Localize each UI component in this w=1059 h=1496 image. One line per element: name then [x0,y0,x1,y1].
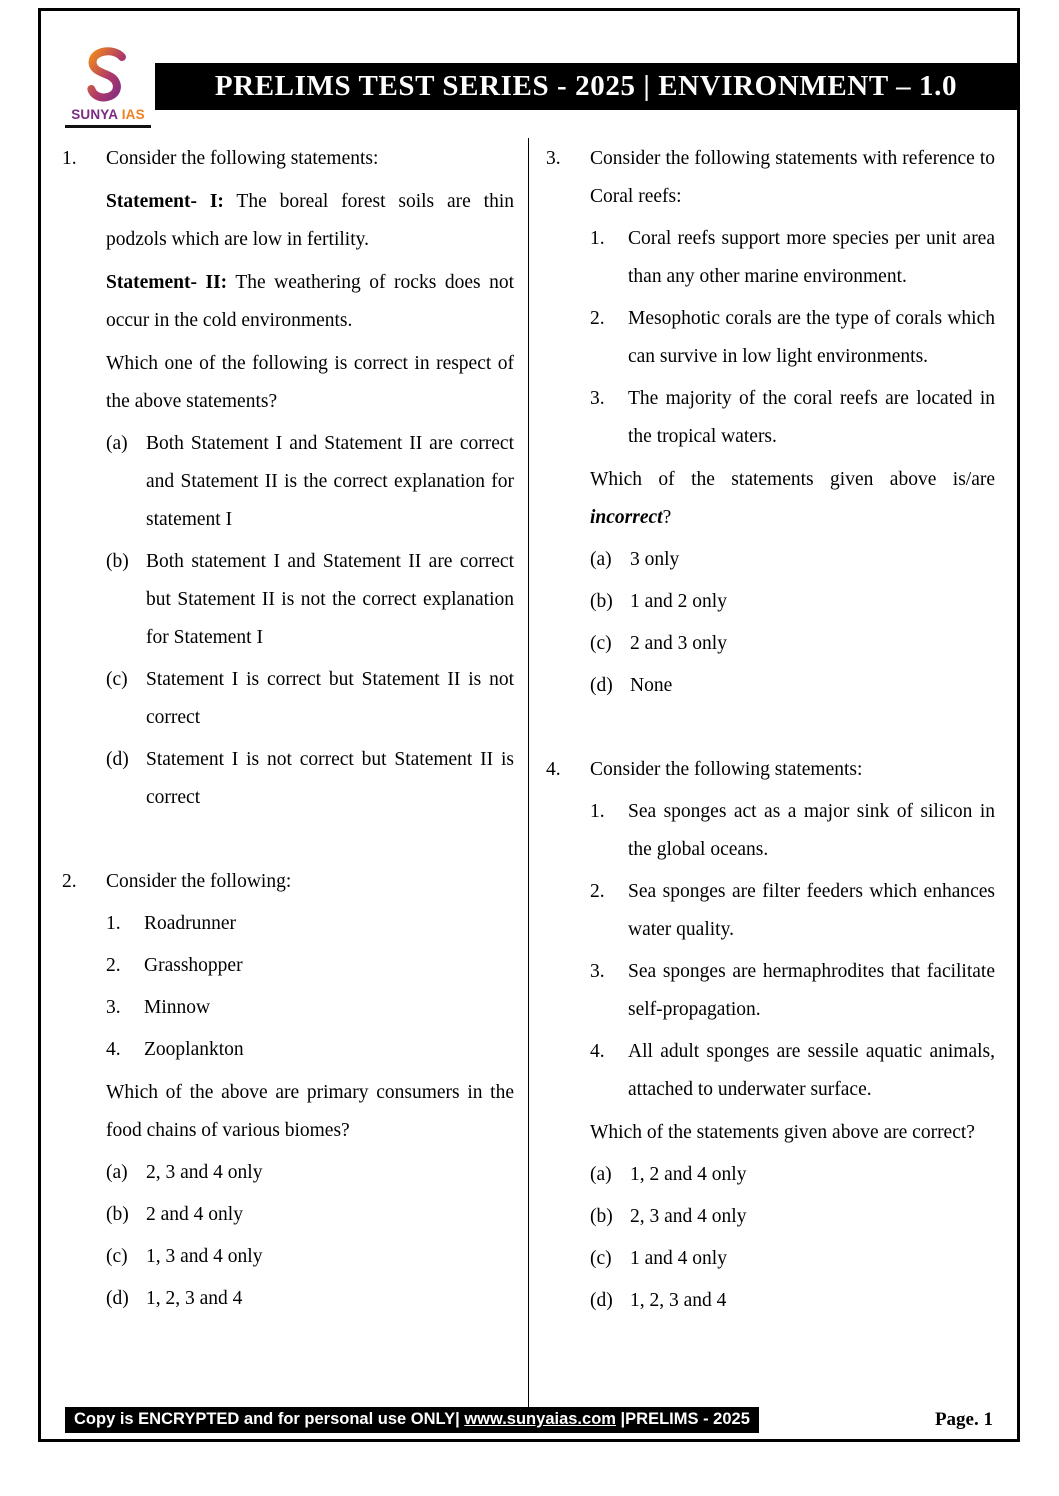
list-item-1 [106,905,514,943]
option-text: 1, 3 and 4 only [146,1246,263,1267]
option-label: (c) [590,633,612,654]
option-label: (c) [106,669,128,690]
option-text: Statement I is correct but Statement II is not correct [146,669,514,728]
item-text: Grasshopper [144,955,243,976]
list-item-2 [106,947,514,985]
item-text: Sea sponges act as a major sink of silicon in the global oceans. [628,801,995,860]
list-item-3 [106,989,514,1027]
option-label: (a) [590,549,612,570]
option-text: 2, 3 and 4 only [146,1162,263,1183]
question-intro: Consider the following statements: [106,148,379,169]
option-label: (d) [106,749,129,770]
question-number: 1. [62,148,77,169]
logo-brand-primary: SUNYA [71,107,118,122]
item-text: The majority of the coral reefs are located in the tropical waters. [628,388,995,447]
copyright-notice: Copy is ENCRYPTED and for personal use ONLY| [74,1410,460,1428]
item-text: Minnow [144,997,211,1018]
question-stem: Which of the above are primary consumers in the food chains of various biomes? [106,1082,514,1141]
statement-label: Statement- II: [106,272,228,293]
list-item-2 [590,873,995,949]
item-text: Sea sponges are hermaphrodites that facilitate self-propagation. [628,961,995,1020]
sunya-swirl-s-icon [78,45,138,105]
statement-paragraph-2 [106,264,514,340]
list-item-2 [590,300,995,376]
question-columns [41,138,1017,1407]
question-intro-line [62,863,514,901]
list-item-4 [590,1033,995,1109]
question-number: 3. [546,148,561,169]
option-text: Statement I is not correct but Statement II is correct [146,749,514,808]
list-item-3 [590,380,995,456]
option-label: (d) [590,675,613,696]
option-text: 1, 2 and 4 only [630,1164,747,1185]
item-text: Zooplankton [144,1039,244,1060]
statement-paragraph-1 [106,183,514,259]
item-text: Mesophotic corals are the type of corals which can survive in low light environments. [628,308,995,367]
option-text: Both statement I and Statement II are correct but Statement II is not the correct explanation for Statement I [146,551,514,648]
list-item-1 [590,220,995,296]
option-text: 1, 2, 3 and 4 [630,1290,727,1311]
option-text: Both Statement I and Statement II are correct and Statement II is the correct explanation for statement I [146,433,514,530]
option-text: 2 and 4 only [146,1204,243,1225]
question-intro-line [546,140,995,216]
question-stem [590,461,995,537]
statement-text: The boreal forest soils are thin podzols which are low in fertility. [106,191,514,250]
copyright-suffix: |PRELIMS - 2025 [620,1410,750,1428]
option-label: (a) [590,1164,612,1185]
option-row-b [106,1196,514,1234]
item-number: 1. [590,228,605,249]
stem-emphasis: incorrect [590,507,663,528]
option-label: (c) [106,1246,128,1267]
logo-brand-text [71,107,145,122]
option-label: (a) [106,433,128,454]
option-row-c [590,1240,995,1278]
question-intro: Consider the following: [106,871,292,892]
question-intro-line [62,140,514,178]
website-link[interactable]: www.sunyaias.com [464,1410,616,1428]
option-label: (b) [106,551,129,572]
item-number: 2. [590,881,605,902]
item-number: 4. [590,1041,605,1062]
question-intro-line [546,751,995,789]
question-stem: Which of the statements given above are correct? [590,1122,975,1143]
option-row-b [590,583,995,621]
option-row-d [106,1280,514,1318]
page-border-frame [38,8,1020,1442]
question-3 [546,140,995,705]
option-label: (c) [590,1248,612,1269]
sunya-ias-logo [65,45,151,128]
item-number: 2. [106,955,121,976]
option-row-c [106,661,514,737]
question-1 [62,140,514,817]
option-label: (b) [590,1206,613,1227]
option-text: 3 only [630,549,680,570]
option-row-d [590,667,995,705]
question-stem: Which one of the following is correct in respect of the above statements? [106,353,514,412]
page-number: Page. 1 [934,1409,993,1430]
footer [41,1407,1017,1433]
option-row-d [590,1282,995,1320]
option-row-b [106,543,514,657]
option-row-b [590,1198,995,1236]
item-text: Sea sponges are filter feeders which enhances water quality. [628,881,995,940]
question-4 [546,751,995,1320]
item-number: 1. [590,801,605,822]
list-item-4 [106,1031,514,1069]
question-2 [62,863,514,1318]
statement-label: Statement- I: [106,191,224,212]
right-column [528,138,1017,1407]
list-item-3 [590,953,995,1029]
option-row-a [590,541,995,579]
item-number: 1. [106,913,121,934]
option-row-a [106,425,514,539]
item-number: 3. [106,997,121,1018]
page-title-banner: PRELIMS TEST SERIES - 2025 | ENVIRONMENT – 1.0 [155,63,1017,110]
list-item-1 [590,793,995,869]
stem-suffix: ? [662,507,672,528]
option-label: (d) [106,1288,129,1309]
option-label: (b) [106,1204,129,1225]
option-row-a [106,1154,514,1192]
header [41,45,1017,128]
option-row-c [106,1238,514,1276]
copyright-bar [65,1407,759,1433]
item-number: 3. [590,388,605,409]
question-intro: Consider the following statements with reference to Coral reefs: [590,148,995,207]
option-text: 1 and 4 only [630,1248,727,1269]
statement-text: The weathering of rocks does not occur in the cold environments. [106,272,514,331]
question-intro: Consider the following statements: [590,759,863,780]
option-text: 2, 3 and 4 only [630,1206,747,1227]
option-row-d [106,741,514,817]
item-text: All adult sponges are sessile aquatic animals, attached to underwater surface. [628,1041,995,1100]
item-number: 4. [106,1039,121,1060]
option-row-c [590,625,995,663]
question-number: 4. [546,759,561,780]
question-number: 2. [62,871,77,892]
option-text: 2 and 3 only [630,633,727,654]
left-column [41,138,528,1407]
item-number: 2. [590,308,605,329]
option-row-a [590,1156,995,1194]
option-label: (d) [590,1290,613,1311]
item-number: 3. [590,961,605,982]
option-text: None [630,675,673,696]
logo-brand-secondary: IAS [121,107,145,122]
stem-prefix: Which of the statements given above is/are [590,469,995,490]
option-text: 1 and 2 only [630,591,727,612]
option-label: (a) [106,1162,128,1183]
option-label: (b) [590,591,613,612]
item-text: Roadrunner [144,913,237,934]
item-text: Coral reefs support more species per unit area than any other marine environment. [628,228,995,287]
option-text: 1, 2, 3 and 4 [146,1288,243,1309]
